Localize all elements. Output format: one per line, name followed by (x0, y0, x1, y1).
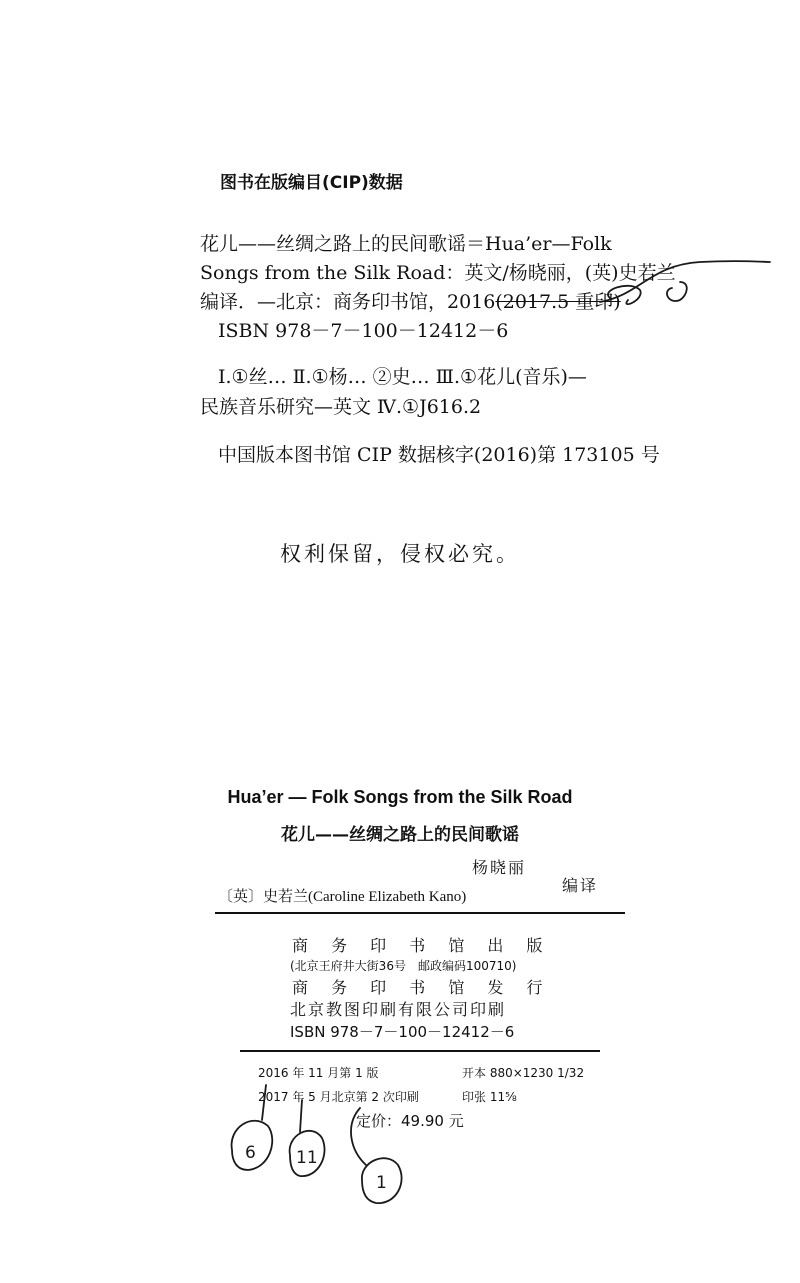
publisher-isbn: ISBN 978－7－100－12412－6 (290, 1023, 515, 1041)
cip-isbn: ISBN 978－7－100－12412－6 (218, 320, 509, 342)
cip-number: 中国版本图书馆 CIP 数据核字(2016)第 173105 号 (218, 444, 660, 466)
author-yang: 杨晓丽 (472, 858, 527, 877)
book-title-en: Hua’er — Folk Songs from the Silk Road (227, 787, 573, 807)
hand-number-11: 11 (296, 1148, 318, 1168)
hand-number-1: 1 (376, 1173, 387, 1193)
cip-line-3 (200, 287, 621, 314)
distributor-line: 商 务 印 书 馆 发 行 (292, 978, 552, 997)
hand-circle-3 (362, 1158, 402, 1203)
rights-statement: 权利保留，侵权必究。 (280, 542, 520, 566)
cip-class-line-1: Ⅰ.①丝… Ⅱ.①杨… ②史… Ⅲ.①花儿(音乐)— (218, 366, 587, 388)
edition-format: 开本 880×1230 1/32 (462, 1066, 585, 1080)
publisher-address: (北京王府井大街36号 邮政编码100710) (290, 959, 517, 973)
hand-number-6: 6 (245, 1143, 256, 1163)
author-kano: 〔英〕史若兰(Caroline Elizabeth Kano) (218, 889, 467, 905)
cip-class-line-2: 民族音乐研究—英文 Ⅳ.①J616.2 (200, 396, 482, 418)
edition-printing: 2017 年 5 月北京第 2 次印刷 (258, 1090, 419, 1104)
divider-bottom (240, 1050, 600, 1052)
divider-top (215, 912, 625, 914)
hand-circle-1 (232, 1121, 273, 1170)
edition-price: 定价：49.90 元 (356, 1112, 464, 1130)
hand-circle-2 (290, 1131, 325, 1176)
cip-line-1: 花儿——丝绸之路上的民间歌谣＝Hua’er—Folk (200, 233, 612, 255)
cip-imprint: 编译．—北京：商务印书馆，2016 (200, 291, 496, 313)
cip-struck-reprint: (2017.5 重印) (495, 291, 621, 313)
printer-line: 北京教图印刷有限公司印刷 (290, 1000, 507, 1019)
cip-heading: 图书在版编目(CIP)数据 (220, 173, 403, 193)
edition-sheets: 印张 11⅝ (462, 1090, 517, 1104)
edition-first: 2016 年 11 月第 1 版 (258, 1066, 379, 1080)
cip-line-2: Songs from the Silk Road：英文/杨晓丽，(英)史若兰 (200, 262, 676, 284)
publisher-line: 商 务 印 书 馆 出 版 (292, 936, 552, 955)
author-role: 编译 (562, 876, 599, 895)
book-title-zh: 花儿——丝绸之路上的民间歌谣 (281, 825, 519, 845)
